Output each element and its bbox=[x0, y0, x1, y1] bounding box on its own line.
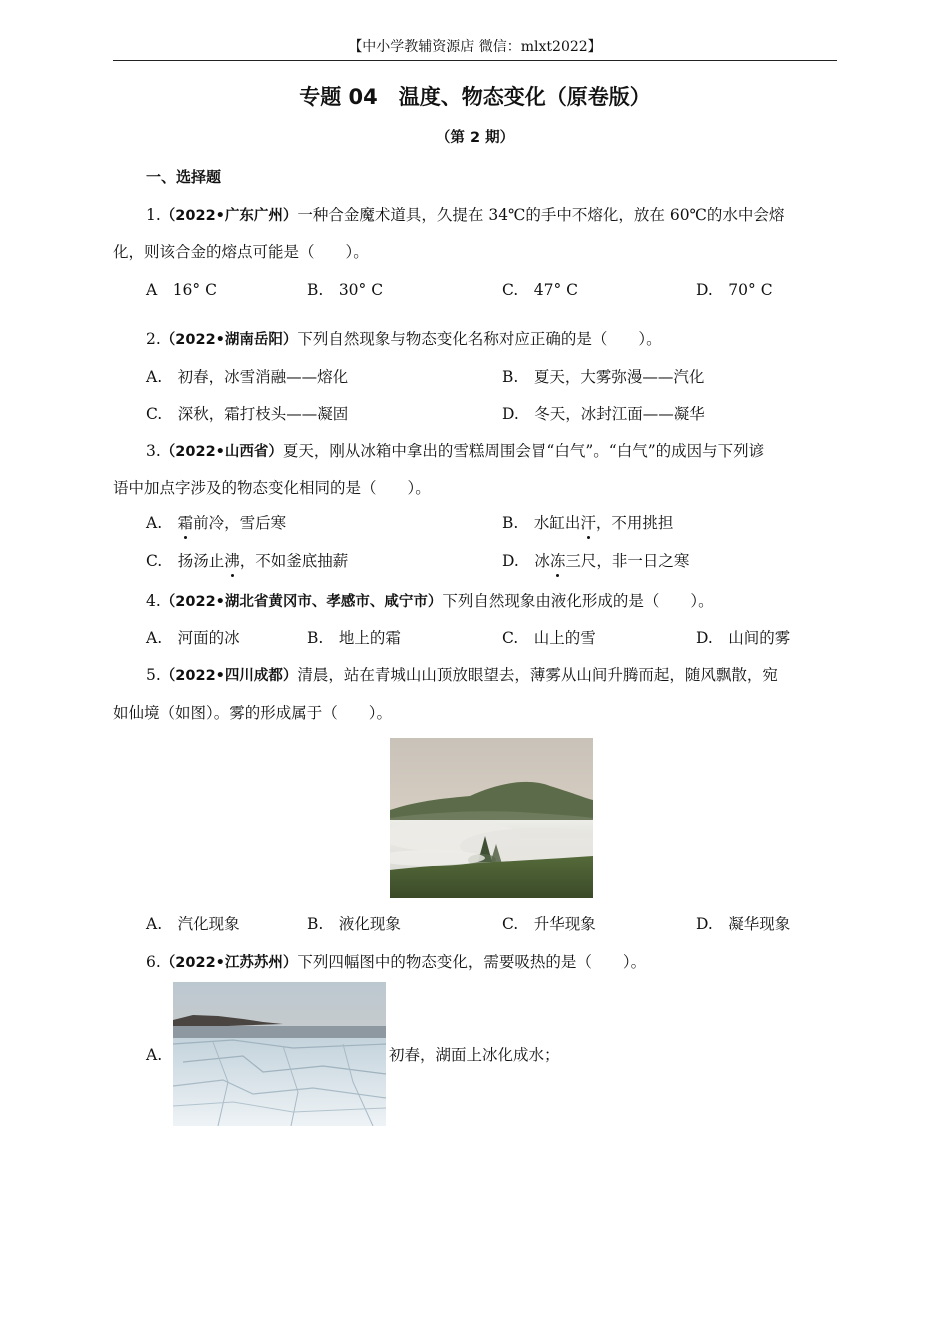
q1-option-a: A 16° C bbox=[146, 281, 217, 299]
q5-option-a: A. 汽化现象 bbox=[146, 915, 240, 933]
question-number: 2. bbox=[146, 330, 161, 348]
q2-option-c: C. 深秋，霜打枝头——凝固 bbox=[146, 405, 349, 423]
page-subtitle: （第 2 期） bbox=[435, 130, 515, 146]
q1-option-d: D. 70° C bbox=[696, 281, 773, 299]
q2-option-d: D. 冬天，冰封江面——凝华 bbox=[502, 405, 705, 423]
q1-option-c: C. 47° C bbox=[502, 281, 578, 299]
question-3-continued: 语中加点字涉及的物态变化相同的是（ ）。 bbox=[113, 479, 431, 497]
option-label: B. bbox=[502, 514, 534, 532]
option-text: 冰 bbox=[534, 552, 550, 570]
option-text: ，不用挑担 bbox=[595, 514, 674, 532]
question-2 bbox=[146, 327, 662, 352]
q2-option-a: A. 初春，冰雪消融——熔化 bbox=[146, 368, 349, 386]
question-5-continued: 如仙境（如图）。雾的形成属于（ ）。 bbox=[113, 704, 393, 722]
option-text: 水缸出 bbox=[533, 514, 581, 532]
question-1-continued: 化，则该合金的熔点可能是（ ）。 bbox=[113, 243, 369, 261]
question-1 bbox=[146, 203, 784, 228]
q3-option-c bbox=[146, 549, 348, 573]
q4-option-a: A. 河面的冰 bbox=[146, 629, 240, 647]
option-text: ，不如釜底抽薪 bbox=[239, 552, 349, 570]
q6-option-a-label: A. bbox=[146, 1046, 163, 1064]
header-divider bbox=[113, 60, 837, 61]
question-text: 下列自然现象与物态变化名称对应正确的是（ ）。 bbox=[297, 330, 662, 348]
question-source: （2022•湖北省黄冈市、孝感市、咸宁市） bbox=[160, 594, 443, 610]
section-heading: 一、选择题 bbox=[146, 168, 222, 186]
dotted-character: 冻 bbox=[550, 549, 566, 573]
question-5 bbox=[146, 663, 778, 688]
option-label: D. bbox=[502, 552, 535, 570]
q5-option-d: D. 凝华现象 bbox=[696, 915, 791, 933]
question-text: 夏天，刚从冰箱中拿出的雪糕周围会冒“白气”。“白气”的成因与下列谚 bbox=[282, 442, 765, 460]
q2-option-b: B. 夏天，大雾弥漫——汽化 bbox=[502, 368, 705, 386]
option-text: 扬汤止 bbox=[177, 552, 225, 570]
q4-option-c: C. 山上的雪 bbox=[502, 629, 596, 647]
question-source: （2022•湖南岳阳） bbox=[160, 332, 298, 348]
option-label: C. bbox=[146, 552, 178, 570]
page-title: 专题 04 温度、物态变化（原卷版） bbox=[299, 85, 651, 109]
option-text: 前冷，雪后寒 bbox=[193, 514, 287, 532]
question-text: 下列自然现象由液化形成的是（ ）。 bbox=[442, 592, 714, 610]
page-header: 【中小学教辅资源店 微信：mlxt2022】 bbox=[348, 39, 602, 55]
option-text: 三尺，非一日之寒 bbox=[565, 552, 690, 570]
q3-option-a bbox=[146, 511, 286, 535]
q4-option-b: B. 地上的霜 bbox=[307, 629, 401, 647]
q4-option-d: D. 山间的雾 bbox=[696, 629, 791, 647]
question-number: 5. bbox=[146, 666, 161, 684]
question-source: （2022•四川成都） bbox=[160, 668, 298, 684]
question-3 bbox=[146, 439, 764, 464]
question-6 bbox=[146, 950, 646, 975]
frozen-lake-photo bbox=[173, 982, 386, 1126]
question-number: 3. bbox=[146, 442, 161, 460]
option-label: A. bbox=[146, 514, 178, 532]
question-text: 一种合金魔术道具，久提在 34℃的手中不熔化，放在 60℃的水中会熔 bbox=[297, 206, 785, 224]
dotted-character: 霜 bbox=[178, 511, 194, 535]
dotted-character: 沸 bbox=[224, 549, 240, 573]
q3-option-d bbox=[502, 549, 689, 573]
question-source: （2022•山西省） bbox=[160, 444, 283, 460]
question-number: 1. bbox=[146, 206, 161, 224]
q3-option-b bbox=[502, 511, 673, 535]
q6-option-a-text: 初春，湖面上冰化成水； bbox=[389, 1046, 560, 1064]
question-text: 下列四幅图中的物态变化，需要吸热的是（ ）。 bbox=[297, 953, 647, 971]
q5-option-c: C. 升华现象 bbox=[502, 915, 596, 933]
question-source: （2022•江苏苏州） bbox=[160, 955, 298, 971]
foggy-mountain-photo bbox=[390, 738, 593, 898]
q1-option-b: B. 30° C bbox=[307, 281, 384, 299]
question-4 bbox=[146, 589, 714, 614]
question-number: 4. bbox=[146, 592, 161, 610]
question-source: （2022•广东广州） bbox=[160, 208, 298, 224]
dotted-character: 汗 bbox=[580, 511, 596, 535]
question-text: 清晨，站在青城山山顶放眼望去，薄雾从山间升腾而起，随风飘散，宛 bbox=[297, 666, 778, 684]
question-number: 6. bbox=[146, 953, 161, 971]
q5-option-b: B. 液化现象 bbox=[307, 915, 401, 933]
